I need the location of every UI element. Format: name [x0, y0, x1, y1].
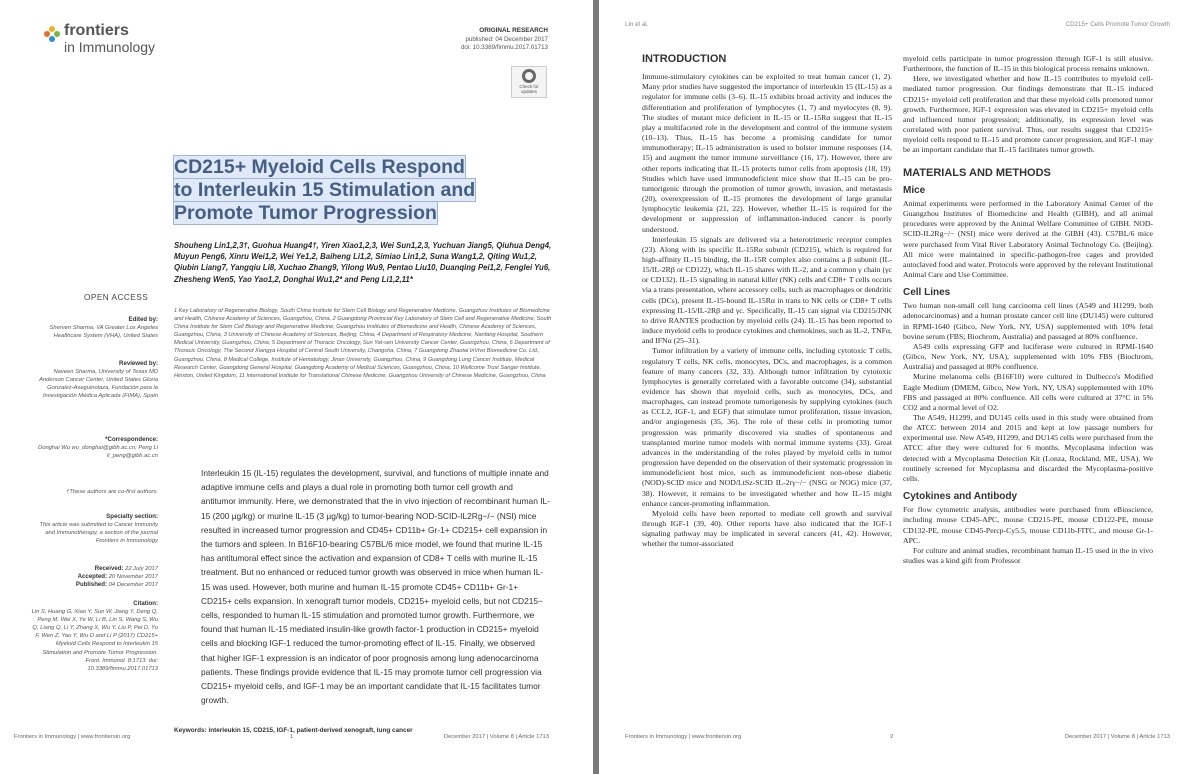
col2-paragraph-1: myeloid cells participate in tumor progression through IGF-1 is still elusive. Furthermore, the function of IL-15 in this biological process remains unknown.	[903, 54, 1153, 74]
page-1	[0, 0, 593, 774]
journal-logo	[44, 22, 204, 56]
citation-label: Citation:	[133, 600, 158, 607]
author-list[interactable]: Shouheng Lin1,2,3†, Guohua Huang4†, Yiren Xiao1,2,3, Wei Sun1,2,3, Yuchuan Jiang5, Qiuhua Deng4, Muyun Peng6, Xinru Wei1,2, Wei Ye1,2, Baiheng Li1,2, Simiao Lin1,2, Suna Wang1,2, Qiting Wu1,2, Qiubin Liang7, Yangqiu Li8, Xuchao Zhang9, Yilong Wu9, Pentao Liu10, Duanqing Pei1,2, Fenglei Yu6, Zhesheng Wen5, Yao Yao1,2, Donghai Wu1,2* and Peng Li1,2,11*	[174, 241, 552, 284]
correspondence-emails[interactable]: Donghai Wu wu_donghai@gibh.ac.cn; Peng Li li_peng@gibh.ac.cn	[38, 445, 158, 460]
journal-subtitle: in Immunology	[64, 39, 156, 55]
title-line-3: Promote Tumor Progression	[174, 202, 437, 224]
specialty-block	[30, 513, 158, 545]
intro-paragraph-1: Immune-stimulatory cytokines can be exploited to treat human cancer (1, 2). Many prior studies have suggested the importance of interleukin 15 (IL-15) as a regulator for immune cells (3–6). IL-15 exhibits broad activity and induces the differentiation and proliferation of lymphocytes (1, 7) and myelocytes (8, 9). The studies of mutant mice deficient in IL-15 or IL-15Rα suggest that IL-15 play a multifaceted role in the development and control of the immune system (10–13). Thus, IL-15 has become a promising candidate for tumor immunotherapy; IL-15 administration is used to bolster immune responses (14, 15) and augment the tumor immune surveillance (16, 17). However, there are other reports indicating that IL-15 protects tumor cells from apoptosis (18, 19). Studies which have used immunodeficient mice show that IL-15 can be pro-tumorigenic through the promotion of tumor growth, invasion, and metastasis (20), overexpression of IL-15 promotes the development of large granular lymphocytic leukemia (21, 22). However, whether IL-15 is required for the development or suppression of inflammation-induced cancer is poorly understood.	[642, 72, 892, 234]
article-type: ORIGINAL RESEARCH	[479, 27, 548, 34]
footer-issue: December 2017 | Volume 8 | Article 1713	[1064, 734, 1170, 740]
article-meta	[461, 27, 548, 53]
dates-block	[30, 565, 158, 589]
published-label: Published:	[75, 581, 108, 589]
edited-by: Sherven Sharma, VA Greater Los Angeles Healthcare System (VHA), United States	[49, 325, 158, 340]
keywords: Keywords: interleukin 15, CD215, IGF-1, patient-derived xenograft, lung cancer	[174, 727, 413, 734]
cell-lines-paragraph-4: The A549, H1299, and DU145 cells used in this study were obtained from the ATCC between 2014 and 2015 and kept at low passage numbers for experimental use. New A549, H1299, and DU145 cells were purchased from the ATCC after they were cultured for 6 months. Mycoplasma infection was detected with a Mycoplasma Detection Kit (Lonza, Rockland, ME, USA). We routinely screened for Mycoplasma and discarded the Mycoplasma-positive cells.	[903, 413, 1153, 483]
correspondence-label: *Correspondence:	[105, 436, 158, 443]
cytokines-paragraph-2: For culture and animal studies, recombinant human IL-15 used in the in vivo studies was a kind gift from Professor	[903, 545, 1153, 566]
reviewed-by-label: Reviewed by:	[119, 360, 158, 367]
published-date: 04 December 2017	[108, 582, 158, 589]
page-number: 1	[290, 734, 294, 740]
reviewed-by: Naveen Sharma, University of Texas MD Anderson Cancer Center, United States Gloria Gonzalez-Aseguinolaza, Fundación para la Investigación Médica Aplicada (FIMA), Spain	[39, 369, 158, 400]
footer-issue: December 2017 | Volume 8 | Article 1713	[443, 734, 549, 740]
methods-heading: MATERIALS AND METHODS	[903, 166, 1051, 179]
column-right	[903, 54, 1153, 566]
doi-line: doi: 10.3389/fimmu.2017.01713	[460, 44, 548, 51]
running-header-authors: Lin et al.	[625, 21, 649, 28]
accepted-label: Accepted:	[77, 573, 108, 581]
column-left	[642, 54, 892, 550]
cell-lines-paragraph-3: Murine melanoma cells (B16F10) were cultured in Dulbecco's Modified Eagle Medium (DMEM, Gibco, New York, NY, USA) supplemented with 10% FBS and passaged at 80% confluence. All cells were cultured at 37°C in 5% CO2 and a normal level of O2.	[903, 372, 1153, 412]
reviewed-by-block	[30, 360, 158, 400]
open-access-label: OPEN ACCESS	[84, 293, 149, 302]
title-line-1: CD215+ Myeloid Cells Respond	[174, 156, 465, 178]
check-for-updates-button[interactable]	[511, 66, 547, 98]
abstract: Interleukin 15 (IL-15) regulates the development, survival, and functions of multiple innate and adaptive immune cells and plays a dual role in promoting both tumor cell growth and antitumor immunity. Here, we demonstrated that the in vivo injection of recombinant human IL-15 (200 μg/kg) or murine IL-15 (3 μg/kg) to tumor-bearing NOD-SCID-IL2Rg−/− (NSI) mice resulted in increased tumor progression and CD45+ CD11b+ Gr-1+ CD215+ cell expansion in the tumors and spleen. In B16F10-bearing C57BL/6 mice model, we found that murine IL-15 has antitumoral effect since the activation and expansion of CD8+ T cells with murine IL-15 treatment. But no enhanced or reduced tumor growth was observed in mice when human IL-15 was used. However, both murine and human IL-15 promote CD45+ CD11b+ Gr-1+ CD215+ cells expansion. In xenograft tumor models, CD215+ myeloid cells, but not CD215− cells, responded to human IL-15 stimulation and promoted tumor growth. Furthermore, we found that human IL-15 mediated insulin-like growth factor-1 production in CD215+ myeloid cells and blocking IGF-1 reduced the tumor-promoting effect of IL-15. Finally, we observed that higher IGF-1 expression is an indicator of poor prognosis among lung adenocarcinoma patients. These findings provide evidence that IL-15 may promote tumor cell progression via CD215+ myeloid cells, and IGF-1 may be an important candidate that IL-15 facilitates tumor growth.	[201, 468, 550, 706]
citation-block	[30, 600, 158, 673]
cofirst-note: †These authors are co-first authors.	[66, 489, 158, 495]
cell-lines-heading: Cell Lines	[903, 287, 951, 299]
article-title[interactable]	[174, 156, 504, 225]
specialty-label: Specialty section:	[106, 513, 158, 520]
citation-text: Lin S, Huang G, Xiao Y, Sun W, Jiang Y, Deng Q, Peng M, Wei X, Ye W, Li B, Lin S, Wang S, Wu Q, Liang Q, Li Y, Zhang X, Wu Y, Liu P, Pei D, Yu F, Wen Z, Yao Y, Wu D and Li P (2017) CD215+ Myeloid Cells Respond to Interleukin 15 Stimulation and Promote Tumor Progression. Front. Immunol. 8:1713. doi: 10.3389/fimmu.2017.01713	[31, 609, 158, 672]
footer-journal[interactable]: Frontiers in Immunology | www.frontiersin.org	[625, 734, 742, 740]
mice-heading: Mice	[903, 184, 926, 196]
page-2	[599, 0, 1192, 774]
check-updates-icon	[522, 69, 536, 83]
intro-paragraph-3: Tumor infiltration by a variety of immune cells, including cytotoxic T cells, regulatory T cells, NK cells, monocytes, DCs, and macrophages, is a common feature of many cancers (32, 33). Although tumor infiltration by cytotoxic lymphocytes is generally correlated with a favorable outcome (34), substantial evidence has shown that myeloid cells, such as monocytes, DCs, and macrophages, can instead promote tumorigenesis by supplying cytokines (such as CCL2, IGF-1, and EGF) that stimulate tumor proliferation, tissue invasion, and/or angiogenesis (35, 36). The role of these cells in promoting tumor progression was primarily discovered via studies of spontaneous and transplanted murine tumor models with normal immune systems (33). Great advances in the understanding of the roles played by myeloid cells in tumor progression have depended on the observation of their systematic progression in immunodeficient host mice, such as immunodeficient non-obese diabetic (NOD)-SCID mice and NOD/LtSz-SCID IL-2rγ−/− (NSG or NOG) mice (37, 38). However, it remains to be investigated whether and how IL-15 might enhance cancer-promoting inflammation.	[642, 346, 892, 508]
affiliations: 1 Key Laboratory of Regenerative Biology, South China Institute for Stem Cell Biology and Regenerative Medicine, Guangzhou Institutes of Biomedicine and Health, Chinese Academy of Sciences, Guangzhou, China, 2 Guangdong Provincial Key Laboratory of Stem Cell and Regenerative Medicine, South China Institute for Stem Cell Biology and Regenerative Medicine, Guangzhou Institutes of Biomedicine and Health, Chinese Academy of Sciences, Guangzhou, China, 3 University of Chinese Academy of Sciences, Beijing, China, 4 Department of Respiratory Medicine, Nanfang Hospital, Southern Medical University, Guangzhou, China, 5 Department of Thoracic Oncology, Sun Yat-sen University Cancer Center, Guangzhou, China, 6 Department of Thoracic Oncology, The Second Xiangya Hospital of Central South University, Changsha, China, 7 Guangdong Zhaotai InVivo Biomedicine Co. Ltd., Guangzhou, China, 8 Medical College, Institute of Hematology, Jinan University, Guangzhou, China, 9 Guangdong Lung Cancer Institute, Medical Research Center, Guangdong General Hospital, Guangdong Academy of Medical Sciences, Guangzhou, China, 10 Wellcome Trust Sanger Institute, Hinxton, United Kingdom, 11 International Institute for Translational Chinese Medicine, Guangzhou University of Chinese Medicine, Guangzhou, China	[174, 308, 552, 379]
footer-journal[interactable]: Frontiers in Immunology | www.frontiersin.org	[14, 734, 131, 740]
received-label: Received:	[94, 565, 124, 572]
check-updates-label: Check for updates	[519, 84, 539, 94]
cytokines-paragraph-1: For flow cytometric analysis, antibodies were purchased from eBioscience, including mouse CD45-APC, mouse CD215-PE, mouse CD122-PE, mouse CD132-PE, mouse CD45-Percp-Cy5.5, mouse CD11b-FITC, and mouse Gr-1-APC.	[903, 505, 1153, 545]
title-line-2: to Interleukin 15 Stimulation and	[174, 179, 476, 201]
page-number: 2	[890, 734, 894, 740]
accepted-date: 20 November 2017	[108, 574, 158, 581]
cell-lines-paragraph-2: A549 cells expressing GFP and luciferase were cultured in RPMI-1640 (Gibco, New York, NY, USA), supplemented with 10% FBS (Biochrom, Australia) and passaged at 80% confluence.	[903, 341, 1153, 372]
cell-lines-paragraph-1: Two human non-small cell lung carcinoma cell lines (A549 and H1299, both adenocarcinomas) and a human prostate cancer cell line (DU145) were cultured in RPMI-1640 (Gibco, New York, NY, USA) supplemented with 10% fetal bovine serum (FBS; Biochrom, Australia) and passaged at 80% confluence.	[903, 301, 1153, 341]
journal-name: frontiers	[64, 22, 129, 39]
specialty-text: This article was submitted to Cancer Immunity and Immunotherapy, a section of the journal Frontiers in Immunology	[39, 522, 158, 545]
correspondence-block	[30, 436, 158, 460]
intro-paragraph-4: Myeloid cells have been reported to mediate cell growth and survival through IGF-1 (39, 40). Other reports have also indicated that the IGF-1 signaling pathway may be implicated in several cancers (41, 42). However, whether the tumor-associated	[642, 508, 892, 549]
cytokines-heading: Cytokines and Antibody	[903, 491, 1018, 503]
frontiers-logo-icon	[44, 26, 60, 42]
col2-paragraph-2: Here, we investigated whether and how IL-15 contributes to myeloid cell-mediated tumor progression. Our findings demonstrate that IL-15 induced CD215+ myeloid cell proliferation and that these myeloid cells promoted tumor growth. Furthermore, IGF-1 expression was elevated in CD215+ myeloid cells and influenced tumor progression; additionally, its expression level was correlated with poor patient survival. Thus, our results suggest that CD215+ myeloid cells respond to IL-15 and promote cancer progression, and IGF-1 may be an important candidate that IL-15 facilitates tumor growth.	[903, 74, 1153, 155]
published-line: published: 04 December 2017	[465, 35, 548, 43]
edited-by-block	[30, 316, 158, 340]
introduction-heading: INTRODUCTION	[642, 53, 727, 65]
edited-by-label: Edited by:	[128, 316, 158, 323]
running-header-title: CD215+ Cells Promote Tumor Growth	[1065, 21, 1170, 28]
intro-paragraph-2: Interleukin 15 signals are delivered via a heterotrimeric receptor complex (23). Along with its specific IL-15Rα subunit (CD215), which is required for high-affinity IL-15 binding, the IL-15R complex also contains a β subunit (IL-15/IL-2Rβ or CD122), which IL-15 shares with IL-2, and a common γ chain (γc or CD132). IL-15 signaling in natural killer (NK) cells and CD8+ T cells occurs via a trans presentation, where accessory cells, such as macrophages or dendritic cells (DCs), present IL-15-bound IL-15Rα in trans to NK cells or CD8+ T cells expressing IL-15/IL-2Rβ and γc. Specifically, IL-15 can signal via CD215/JNK to drive RANTES production by myeloid cells (24). IL-15 has been reported to induce myeloid cells to produce cytokines and chemokines, such as IL-2, TNFα, and IFNα (25–31).	[642, 234, 892, 346]
mice-paragraph: Animal experiments were performed in the Laboratory Animal Center of the Guangzhou Institutes of Biomedicine and Health (GIBH), and all animal procedures were approved by the Animal Welfare Committee of GIBH. NOD-SCID-IL2Rg−/− (NSI) mice were derived at the GIBH (43). C57BL/6 mice were purchased from Vital River Laboratory Animal Technology Co. (Beijing). All mice were maintained in specific-pathogen-free cages and provided autoclaved food and water. Protocols were approved by the relevant Institutional Animal Care and Use Committee.	[903, 198, 1153, 279]
received-date: 22 July 2017	[125, 566, 158, 572]
